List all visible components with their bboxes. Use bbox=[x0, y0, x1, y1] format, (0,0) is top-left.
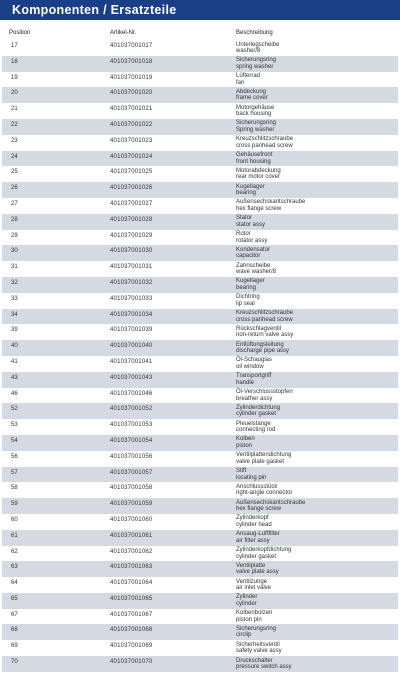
part-position: 59 bbox=[11, 501, 18, 508]
part-description-en: discharge pipe assy bbox=[236, 348, 290, 355]
part-description-en: rotator assy bbox=[236, 237, 268, 244]
part-article-number: 401037001041 bbox=[110, 358, 153, 365]
part-article-number: 401037001069 bbox=[110, 643, 153, 650]
table-row bbox=[2, 40, 398, 56]
table-row bbox=[2, 609, 398, 625]
part-description-en: oil window bbox=[236, 363, 264, 370]
part-position: 54 bbox=[11, 437, 18, 444]
part-article-number: 401037001029 bbox=[110, 232, 153, 239]
part-position: 24 bbox=[11, 153, 18, 160]
part-position: 53 bbox=[11, 422, 18, 429]
part-description-en: cylinder gasket bbox=[236, 411, 277, 418]
part-description-en: frame cover bbox=[236, 95, 268, 102]
part-description-en: non-return valve assy bbox=[236, 332, 294, 339]
part-position: 68 bbox=[11, 627, 18, 634]
part-position: 28 bbox=[11, 216, 18, 223]
table-row bbox=[2, 119, 398, 135]
part-position: 25 bbox=[11, 169, 18, 176]
part-article-number: 401037001028 bbox=[110, 216, 153, 223]
part-position: 67 bbox=[11, 611, 18, 618]
table-row bbox=[2, 309, 398, 325]
part-description-de: Kreuzschlitzschraube bbox=[236, 310, 294, 317]
part-description-en: air inlet valve bbox=[236, 585, 272, 592]
part-description-en: connecting rod bbox=[236, 427, 276, 434]
part-article-number: 401037001053 bbox=[110, 422, 153, 429]
part-article-number: 401037001019 bbox=[110, 74, 153, 81]
part-article-number: 401037001065 bbox=[110, 595, 153, 602]
part-article-number: 401037001039 bbox=[110, 327, 153, 334]
table-row bbox=[2, 87, 398, 103]
part-position: 22 bbox=[11, 121, 18, 128]
part-position: 65 bbox=[11, 595, 18, 602]
part-article-number: 401037001058 bbox=[110, 485, 153, 492]
table-row bbox=[2, 56, 398, 72]
table-row bbox=[2, 593, 398, 609]
part-position: 18 bbox=[11, 58, 18, 65]
part-article-number: 401037001056 bbox=[110, 453, 153, 460]
column-header-position: Position bbox=[9, 30, 31, 36]
table-row bbox=[2, 151, 398, 167]
part-description-de: Ansaug-Luftfilter bbox=[236, 531, 280, 538]
part-description-en: front housing bbox=[236, 158, 271, 165]
part-description-de: Kreuzschlitzschraube bbox=[236, 136, 294, 143]
part-position: 19 bbox=[11, 74, 18, 81]
part-description-de: Zylinder bbox=[236, 594, 258, 601]
part-description-de: Anschlussstück bbox=[236, 483, 278, 490]
part-description-de: Kugellager bbox=[236, 278, 265, 285]
part-description-de: Lüfterrad bbox=[236, 73, 261, 80]
part-article-number: 401037001017 bbox=[110, 43, 153, 49]
part-article-number: 401037001059 bbox=[110, 501, 153, 508]
part-position: 29 bbox=[11, 232, 18, 239]
part-position: 26 bbox=[11, 185, 18, 192]
part-description-en: cross panhead screw bbox=[236, 316, 293, 323]
column-header-article: Artikel-Nr. bbox=[110, 30, 137, 36]
part-description-de: Transportgriff bbox=[236, 373, 272, 380]
part-description-en: spring washer bbox=[236, 63, 274, 70]
table-row bbox=[2, 72, 398, 88]
table-row bbox=[2, 482, 398, 498]
part-article-number: 401037001020 bbox=[110, 90, 153, 97]
part-article-number: 401037001024 bbox=[110, 153, 153, 160]
part-article-number: 401037001061 bbox=[110, 532, 153, 539]
part-description-en: hex flange screw bbox=[236, 506, 282, 513]
part-position: 39 bbox=[11, 327, 18, 334]
part-position: 61 bbox=[11, 532, 18, 539]
part-description-de: Zahnscheibe bbox=[236, 262, 271, 269]
part-description-de: Zylinderkopfdichtung bbox=[236, 547, 292, 553]
part-position: 30 bbox=[11, 248, 18, 255]
part-article-number: 401037001060 bbox=[110, 516, 153, 523]
part-position: 63 bbox=[11, 564, 18, 571]
part-description-de: Kugellager bbox=[236, 183, 265, 190]
table-row bbox=[2, 214, 398, 230]
table-row bbox=[2, 261, 398, 277]
table-row bbox=[2, 561, 398, 577]
part-article-number: 401037001018 bbox=[110, 58, 153, 65]
table-row bbox=[2, 656, 398, 672]
part-description-en: rear motor cover bbox=[236, 174, 281, 181]
part-position: 41 bbox=[11, 358, 18, 365]
part-description-de: Motorabdeckung bbox=[236, 167, 281, 174]
part-description-en: fan bbox=[236, 79, 245, 86]
part-position: 56 bbox=[11, 453, 18, 460]
part-description-en: right-angle connector bbox=[236, 490, 293, 497]
table-row bbox=[2, 230, 398, 246]
part-description-de: Stift bbox=[236, 468, 247, 475]
part-description-en: hex flange screw bbox=[236, 205, 282, 212]
table-header bbox=[0, 27, 400, 40]
part-description-en: cylinder gasket bbox=[236, 553, 277, 560]
part-position: 43 bbox=[11, 374, 18, 381]
part-description-de: Sicherungsring bbox=[236, 625, 277, 632]
table-row bbox=[2, 624, 398, 640]
part-position: 32 bbox=[11, 279, 18, 286]
part-description-en: air filter assy bbox=[236, 537, 270, 544]
part-article-number: 401037001030 bbox=[110, 248, 153, 255]
part-description-de: Dichtring bbox=[236, 294, 260, 301]
table-row bbox=[2, 451, 398, 467]
table-row bbox=[2, 530, 398, 546]
part-description-en: capacitor bbox=[236, 253, 261, 260]
table-row bbox=[2, 372, 398, 388]
part-description-en: circlip bbox=[236, 632, 252, 639]
part-description-de: Ventilzunge bbox=[236, 578, 268, 585]
part-article-number: 401037001057 bbox=[110, 469, 153, 476]
part-description-en: breather assy bbox=[236, 395, 273, 402]
part-position: 69 bbox=[11, 643, 18, 650]
part-description-de: Motorgehäuse bbox=[236, 104, 275, 111]
table-row bbox=[2, 356, 398, 372]
table-row bbox=[2, 182, 398, 198]
part-article-number: 401037001026 bbox=[110, 185, 153, 192]
part-description-de: Außensechskantschraube bbox=[236, 199, 306, 206]
part-article-number: 401037001025 bbox=[110, 169, 153, 176]
part-description-en: piston pin bbox=[236, 616, 262, 623]
table-row bbox=[2, 277, 398, 293]
part-description-en: lip seal bbox=[236, 300, 255, 307]
part-position: 60 bbox=[11, 516, 18, 523]
part-description-en: valve plate gasket bbox=[236, 458, 285, 465]
part-description-de: Sicherungsring bbox=[236, 57, 277, 64]
part-description-en: washer/8 bbox=[236, 48, 261, 54]
table-row bbox=[2, 388, 398, 404]
table-row bbox=[2, 245, 398, 261]
part-description-de: Abdeckung bbox=[236, 88, 267, 95]
column-header-description: Beschreibung bbox=[236, 30, 273, 36]
part-description-en: safety valve assy bbox=[236, 648, 282, 655]
part-position: 58 bbox=[11, 485, 18, 492]
part-article-number: 401037001054 bbox=[110, 437, 153, 444]
part-position: 64 bbox=[11, 580, 18, 587]
table-row bbox=[2, 467, 398, 483]
part-article-number: 401037001023 bbox=[110, 137, 153, 144]
table-row bbox=[2, 103, 398, 119]
table-row bbox=[2, 198, 398, 214]
part-description-de: Öl-Schauglas bbox=[236, 357, 273, 364]
table-row bbox=[2, 546, 398, 562]
table-row bbox=[2, 324, 398, 340]
part-position: 31 bbox=[11, 264, 18, 271]
part-article-number: 401037001027 bbox=[110, 200, 153, 207]
part-description-de: Gehäusefront bbox=[236, 152, 273, 159]
part-description-en: cylinder head bbox=[236, 521, 272, 528]
part-description-de: Öl-Verschlussstopfen bbox=[236, 389, 293, 396]
table-row bbox=[2, 403, 398, 419]
table-row bbox=[2, 419, 398, 435]
part-article-number: 401037001021 bbox=[110, 106, 153, 113]
part-position: 62 bbox=[11, 548, 18, 555]
part-position: 70 bbox=[11, 659, 18, 666]
part-article-number: 401037001043 bbox=[110, 374, 153, 381]
part-article-number: 401037001067 bbox=[110, 611, 153, 618]
table-row bbox=[2, 514, 398, 530]
part-description-en: back housing bbox=[236, 111, 272, 118]
part-description-de: Rückschlagventil bbox=[236, 325, 282, 332]
part-description-en: pressure switch assy bbox=[236, 664, 292, 671]
part-description-de: Pleuelstange bbox=[236, 420, 271, 427]
part-position: 27 bbox=[11, 200, 18, 207]
table-row bbox=[2, 166, 398, 182]
part-article-number: 401037001032 bbox=[110, 279, 153, 286]
part-description-de: Kolben bbox=[236, 436, 255, 443]
part-description-de: Außensechskantschraube bbox=[236, 499, 306, 506]
part-description-en: bearing bbox=[236, 190, 257, 197]
part-article-number: 401037001022 bbox=[110, 121, 153, 128]
part-description-de: Entlüftungsleitung bbox=[236, 341, 284, 348]
part-position: 57 bbox=[11, 469, 18, 476]
part-article-number: 401037001034 bbox=[110, 311, 153, 318]
part-description-de: Kondensator bbox=[236, 246, 271, 253]
part-description-en: cross panhead screw bbox=[236, 142, 293, 149]
part-description-de: Zylinderdichtung bbox=[236, 404, 281, 411]
part-position: 21 bbox=[11, 106, 18, 113]
part-description-en: cylinder bbox=[236, 600, 257, 607]
part-article-number: 401037001046 bbox=[110, 390, 153, 397]
part-position: 52 bbox=[11, 406, 18, 413]
part-article-number: 401037001063 bbox=[110, 564, 153, 571]
part-position: 23 bbox=[11, 137, 18, 144]
part-article-number: 401037001070 bbox=[110, 659, 153, 666]
part-description-en: Spring washer bbox=[236, 126, 275, 133]
part-position: 40 bbox=[11, 343, 18, 350]
part-position: 20 bbox=[11, 90, 18, 97]
part-description-en: valve plate assy bbox=[236, 569, 279, 576]
part-description-en: stator assy bbox=[236, 221, 266, 228]
part-description-de: Ventilplattendichtung bbox=[236, 452, 292, 459]
part-description-de: Stator bbox=[236, 215, 253, 222]
part-position: 33 bbox=[11, 295, 18, 302]
table-row bbox=[2, 498, 398, 514]
part-position: 46 bbox=[11, 390, 18, 397]
page-title: Komponenten / Ersatzteile bbox=[0, 0, 400, 20]
part-description-de: Unterlegscheibe bbox=[236, 41, 280, 48]
part-article-number: 401037001031 bbox=[110, 264, 153, 271]
part-description-en: piston bbox=[236, 442, 253, 449]
part-article-number: 401037001062 bbox=[110, 548, 153, 555]
part-description-en: locating pin bbox=[236, 474, 267, 481]
part-description-de: Ventilplatte bbox=[236, 562, 266, 569]
part-article-number: 401037001068 bbox=[110, 627, 153, 634]
part-article-number: 401037001033 bbox=[110, 295, 153, 302]
part-article-number: 401037001052 bbox=[110, 406, 153, 413]
part-description-en: bearing bbox=[236, 284, 257, 291]
table-row bbox=[2, 577, 398, 593]
table-row bbox=[2, 640, 398, 656]
part-description-de: Kolbenbolzen bbox=[236, 610, 273, 617]
part-article-number: 401037001040 bbox=[110, 343, 153, 350]
table-row bbox=[2, 135, 398, 151]
table-row bbox=[2, 435, 398, 451]
part-description-de: Rotor bbox=[236, 231, 251, 238]
part-description-de: Druckschalter bbox=[236, 657, 273, 664]
part-description-de: Sicherungsring bbox=[236, 120, 277, 127]
table-row bbox=[2, 340, 398, 356]
part-position: 34 bbox=[11, 311, 18, 318]
part-description-en: wave washer/8 bbox=[236, 269, 277, 276]
table-row bbox=[2, 293, 398, 309]
part-description-de: Sicherheitsventil bbox=[236, 641, 280, 648]
part-position: 17 bbox=[11, 43, 18, 49]
part-article-number: 401037001064 bbox=[110, 580, 153, 587]
part-description-en: handle bbox=[236, 379, 255, 386]
part-description-de: Zylinderkopf bbox=[236, 515, 269, 522]
parts-table bbox=[2, 40, 398, 672]
